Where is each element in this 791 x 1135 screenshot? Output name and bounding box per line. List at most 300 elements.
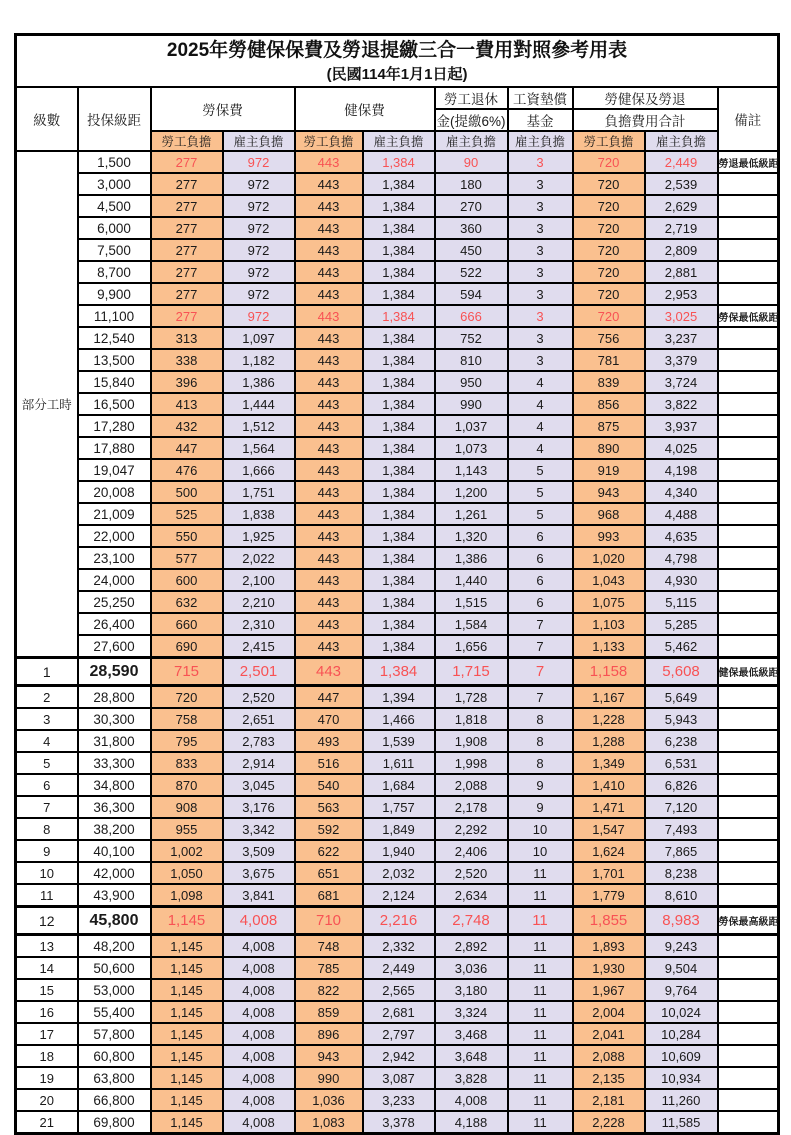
- pension-employer-cell: 1,386: [435, 547, 508, 569]
- total-employer-cell: 6,826: [645, 774, 718, 796]
- wage-fund-employer-cell: 3: [508, 349, 573, 371]
- level-cell: 10: [16, 862, 78, 884]
- level-cell: 12: [16, 907, 78, 935]
- health-employer-cell: 1,384: [363, 195, 435, 217]
- pension-employer-cell: 1,037: [435, 415, 508, 437]
- total-employer-cell: 10,934: [645, 1067, 718, 1089]
- total-employer-cell: 3,724: [645, 371, 718, 393]
- health-employer-cell: 1,757: [363, 796, 435, 818]
- health-employee-cell: 622: [295, 840, 363, 862]
- pension-employer-cell: 1,656: [435, 635, 508, 658]
- table-row: [16, 371, 779, 393]
- level-cell: 6: [16, 774, 78, 796]
- total-employer-cell: 8,238: [645, 862, 718, 884]
- pension-employer-cell: 950: [435, 371, 508, 393]
- level-cell: 11: [16, 884, 78, 907]
- total-employee-cell: 919: [573, 459, 645, 481]
- health-employer-cell: 1,384: [363, 658, 435, 686]
- health-employer-cell: 1,384: [363, 349, 435, 371]
- total-employer-cell: 4,025: [645, 437, 718, 459]
- health-employee-cell: 1,036: [295, 1089, 363, 1111]
- col-header-wage-fund-line2: 基金: [508, 109, 573, 131]
- total-employer-cell: 5,943: [645, 708, 718, 730]
- bracket-cell: 17,880: [78, 437, 151, 459]
- labor-employee-cell: 525: [151, 503, 223, 525]
- pension-employer-cell: 1,261: [435, 503, 508, 525]
- pension-employer-cell: 1,200: [435, 481, 508, 503]
- health-employer-cell: 1,684: [363, 774, 435, 796]
- col-header-level: 級數: [16, 87, 78, 151]
- table-row: [16, 437, 779, 459]
- health-employer-cell: 2,681: [363, 1001, 435, 1023]
- labor-employer-cell: 4,008: [223, 957, 295, 979]
- total-employee-cell: 875: [573, 415, 645, 437]
- table-row: [16, 1089, 779, 1111]
- note-cell: [718, 796, 779, 818]
- total-employee-cell: 1,020: [573, 547, 645, 569]
- level-cell: 7: [16, 796, 78, 818]
- note-cell: [718, 818, 779, 840]
- bracket-cell: 13,500: [78, 349, 151, 371]
- bracket-cell: 25,250: [78, 591, 151, 613]
- table-title-cell: [16, 35, 779, 88]
- note-cell: 勞退最低級距: [718, 151, 779, 173]
- pension-employer-cell: 1,998: [435, 752, 508, 774]
- health-employer-cell: 2,216: [363, 907, 435, 935]
- bracket-cell: 63,800: [78, 1067, 151, 1089]
- labor-employee-cell: 277: [151, 283, 223, 305]
- level-cell: 9: [16, 840, 78, 862]
- bracket-cell: 15,840: [78, 371, 151, 393]
- pension-employer-cell: 450: [435, 239, 508, 261]
- total-employer-cell: 6,238: [645, 730, 718, 752]
- labor-employer-cell: 972: [223, 217, 295, 239]
- table-row: [16, 349, 779, 371]
- level-cell: 18: [16, 1045, 78, 1067]
- table-row: [16, 1023, 779, 1045]
- table-row: [16, 261, 779, 283]
- bracket-cell: 60,800: [78, 1045, 151, 1067]
- labor-employer-cell: 3,841: [223, 884, 295, 907]
- table-row: [16, 283, 779, 305]
- note-cell: [718, 393, 779, 415]
- pension-employer-cell: 1,440: [435, 569, 508, 591]
- bracket-cell: 55,400: [78, 1001, 151, 1023]
- wage-fund-employer-cell: 7: [508, 686, 573, 709]
- bracket-cell: 7,500: [78, 239, 151, 261]
- table-row: [16, 774, 779, 796]
- total-employee-cell: 1,967: [573, 979, 645, 1001]
- page-subtitle: (民國114年1月1日起): [326, 66, 468, 83]
- wage-fund-employer-cell: 4: [508, 371, 573, 393]
- labor-employee-cell: 432: [151, 415, 223, 437]
- labor-employee-cell: 277: [151, 239, 223, 261]
- health-employer-cell: 1,384: [363, 393, 435, 415]
- note-cell: [718, 686, 779, 709]
- bracket-cell: 48,200: [78, 935, 151, 958]
- health-employer-cell: 2,124: [363, 884, 435, 907]
- wage-fund-employer-cell: 6: [508, 525, 573, 547]
- col-header-total-line2: 負擔費用合計: [573, 109, 718, 131]
- pension-employer-cell: 3,648: [435, 1045, 508, 1067]
- total-employer-cell: 9,243: [645, 935, 718, 958]
- bracket-cell: 43,900: [78, 884, 151, 907]
- labor-employer-cell: 972: [223, 283, 295, 305]
- health-employer-cell: 3,233: [363, 1089, 435, 1111]
- health-employee-cell: 443: [295, 261, 363, 283]
- note-cell: [718, 840, 779, 862]
- labor-employer-cell: 4,008: [223, 1001, 295, 1023]
- health-employee-cell: 443: [295, 437, 363, 459]
- wage-fund-employer-cell: 3: [508, 195, 573, 217]
- subheader-labor-employee: 勞工負擔: [151, 131, 223, 151]
- bracket-cell: 4,500: [78, 195, 151, 217]
- note-cell: [718, 327, 779, 349]
- table-row: [16, 503, 779, 525]
- labor-employee-cell: 1,098: [151, 884, 223, 907]
- labor-employer-cell: 1,512: [223, 415, 295, 437]
- health-employer-cell: 2,942: [363, 1045, 435, 1067]
- table-row: [16, 818, 779, 840]
- subheader-health-employee: 勞工負擔: [295, 131, 363, 151]
- pension-employer-cell: 2,292: [435, 818, 508, 840]
- health-employer-cell: 3,378: [363, 1111, 435, 1134]
- total-employer-cell: 2,449: [645, 151, 718, 173]
- labor-employer-cell: 4,008: [223, 1023, 295, 1045]
- note-cell: [718, 935, 779, 958]
- note-cell: [718, 708, 779, 730]
- health-employer-cell: 1,384: [363, 217, 435, 239]
- health-employer-cell: 1,384: [363, 459, 435, 481]
- health-employee-cell: 443: [295, 349, 363, 371]
- health-employer-cell: 2,032: [363, 862, 435, 884]
- total-employer-cell: 9,764: [645, 979, 718, 1001]
- wage-fund-employer-cell: 11: [508, 935, 573, 958]
- health-employee-cell: 443: [295, 393, 363, 415]
- total-employer-cell: 4,340: [645, 481, 718, 503]
- labor-employer-cell: 972: [223, 195, 295, 217]
- total-employer-cell: 5,608: [645, 658, 718, 686]
- health-employer-cell: 1,384: [363, 173, 435, 195]
- table-row: [16, 862, 779, 884]
- pension-employer-cell: 810: [435, 349, 508, 371]
- total-employee-cell: 1,228: [573, 708, 645, 730]
- health-employer-cell: 1,384: [363, 239, 435, 261]
- table-row: [16, 1045, 779, 1067]
- labor-employee-cell: 277: [151, 261, 223, 283]
- bracket-cell: 21,009: [78, 503, 151, 525]
- wage-fund-employer-cell: 10: [508, 818, 573, 840]
- total-employee-cell: 1,043: [573, 569, 645, 591]
- labor-employee-cell: 413: [151, 393, 223, 415]
- wage-fund-employer-cell: 5: [508, 503, 573, 525]
- labor-employee-cell: 277: [151, 173, 223, 195]
- pension-employer-cell: 752: [435, 327, 508, 349]
- table-row: [16, 979, 779, 1001]
- table-row: [16, 217, 779, 239]
- health-employer-cell: 3,087: [363, 1067, 435, 1089]
- subheader-wage-fund-employer: 雇主負擔: [508, 131, 573, 151]
- wage-fund-employer-cell: 11: [508, 1111, 573, 1134]
- labor-employer-cell: 972: [223, 305, 295, 327]
- labor-employer-cell: 1,182: [223, 349, 295, 371]
- col-header-wage-fund-line1: 工資墊償: [508, 87, 573, 109]
- note-cell: [718, 774, 779, 796]
- health-employee-cell: 516: [295, 752, 363, 774]
- bracket-cell: 45,800: [78, 907, 151, 935]
- table-row: [16, 752, 779, 774]
- labor-employee-cell: 500: [151, 481, 223, 503]
- health-employee-cell: 443: [295, 239, 363, 261]
- labor-employee-cell: 1,145: [151, 1067, 223, 1089]
- bracket-cell: 69,800: [78, 1111, 151, 1134]
- total-employee-cell: 993: [573, 525, 645, 547]
- labor-employer-cell: 4,008: [223, 1045, 295, 1067]
- labor-employer-cell: 2,914: [223, 752, 295, 774]
- table-row: [16, 547, 779, 569]
- col-header-pension-line2: 金(提繳6%): [435, 109, 508, 131]
- total-employer-cell: 5,285: [645, 613, 718, 635]
- note-cell: [718, 635, 779, 658]
- bracket-cell: 34,800: [78, 774, 151, 796]
- col-header-labor-insurance: 勞保費: [151, 87, 295, 131]
- wage-fund-employer-cell: 3: [508, 283, 573, 305]
- wage-fund-employer-cell: 8: [508, 708, 573, 730]
- bracket-cell: 30,300: [78, 708, 151, 730]
- subheader-pension-employer: 雇主負擔: [435, 131, 508, 151]
- total-employee-cell: 720: [573, 195, 645, 217]
- wage-fund-employer-cell: 11: [508, 862, 573, 884]
- labor-employer-cell: 1,838: [223, 503, 295, 525]
- health-employer-cell: 1,940: [363, 840, 435, 862]
- wage-fund-employer-cell: 3: [508, 217, 573, 239]
- health-employer-cell: 1,384: [363, 327, 435, 349]
- total-employee-cell: 781: [573, 349, 645, 371]
- level-cell: 16: [16, 1001, 78, 1023]
- total-employee-cell: 720: [573, 283, 645, 305]
- health-employee-cell: 443: [295, 195, 363, 217]
- bracket-cell: 53,000: [78, 979, 151, 1001]
- labor-employer-cell: 2,520: [223, 686, 295, 709]
- bracket-cell: 31,800: [78, 730, 151, 752]
- total-employee-cell: 1,547: [573, 818, 645, 840]
- total-employer-cell: 2,719: [645, 217, 718, 239]
- total-employer-cell: 2,539: [645, 173, 718, 195]
- total-employee-cell: 2,041: [573, 1023, 645, 1045]
- labor-employee-cell: 447: [151, 437, 223, 459]
- pension-employer-cell: 2,406: [435, 840, 508, 862]
- total-employee-cell: 1,471: [573, 796, 645, 818]
- level-cell: 1: [16, 658, 78, 686]
- health-employee-cell: 443: [295, 371, 363, 393]
- total-employee-cell: 1,288: [573, 730, 645, 752]
- total-employee-cell: 720: [573, 261, 645, 283]
- subheader-health-employer: 雇主負擔: [363, 131, 435, 151]
- note-cell: [718, 503, 779, 525]
- health-employer-cell: 1,384: [363, 305, 435, 327]
- bracket-cell: 57,800: [78, 1023, 151, 1045]
- health-employee-cell: 443: [295, 635, 363, 658]
- pension-employer-cell: 666: [435, 305, 508, 327]
- total-employer-cell: 9,504: [645, 957, 718, 979]
- total-employee-cell: 2,088: [573, 1045, 645, 1067]
- pension-employer-cell: 1,584: [435, 613, 508, 635]
- table-row: [16, 459, 779, 481]
- total-employee-cell: 1,410: [573, 774, 645, 796]
- pension-employer-cell: 3,036: [435, 957, 508, 979]
- health-employee-cell: 493: [295, 730, 363, 752]
- note-cell: 勞保最低級距: [718, 305, 779, 327]
- wage-fund-employer-cell: 11: [508, 979, 573, 1001]
- wage-fund-employer-cell: 4: [508, 415, 573, 437]
- pension-employer-cell: 90: [435, 151, 508, 173]
- health-employee-cell: 785: [295, 957, 363, 979]
- health-employer-cell: 2,449: [363, 957, 435, 979]
- total-employer-cell: 4,198: [645, 459, 718, 481]
- table-row: [16, 173, 779, 195]
- wage-fund-employer-cell: 5: [508, 481, 573, 503]
- health-employer-cell: 1,384: [363, 503, 435, 525]
- bracket-cell: 3,000: [78, 173, 151, 195]
- total-employer-cell: 3,379: [645, 349, 718, 371]
- labor-employer-cell: 1,564: [223, 437, 295, 459]
- wage-fund-employer-cell: 11: [508, 1001, 573, 1023]
- total-employer-cell: 4,635: [645, 525, 718, 547]
- total-employer-cell: 5,649: [645, 686, 718, 709]
- col-header-bracket: 投保級距: [78, 87, 151, 151]
- total-employee-cell: 1,855: [573, 907, 645, 935]
- note-cell: [718, 349, 779, 371]
- health-employer-cell: 1,384: [363, 635, 435, 658]
- note-cell: [718, 1023, 779, 1045]
- labor-employee-cell: 313: [151, 327, 223, 349]
- wage-fund-employer-cell: 9: [508, 796, 573, 818]
- labor-employee-cell: 632: [151, 591, 223, 613]
- total-employee-cell: 2,228: [573, 1111, 645, 1134]
- pension-employer-cell: 2,892: [435, 935, 508, 958]
- table-row: [16, 481, 779, 503]
- health-employee-cell: 447: [295, 686, 363, 709]
- bracket-cell: 17,280: [78, 415, 151, 437]
- bracket-cell: 16,500: [78, 393, 151, 415]
- note-cell: [718, 217, 779, 239]
- labor-employee-cell: 870: [151, 774, 223, 796]
- wage-fund-employer-cell: 7: [508, 658, 573, 686]
- labor-employee-cell: 715: [151, 658, 223, 686]
- total-employer-cell: 10,024: [645, 1001, 718, 1023]
- labor-employer-cell: 2,310: [223, 613, 295, 635]
- health-employer-cell: 1,384: [363, 547, 435, 569]
- health-employer-cell: 1,384: [363, 569, 435, 591]
- total-employer-cell: 2,881: [645, 261, 718, 283]
- labor-employee-cell: 577: [151, 547, 223, 569]
- note-cell: [718, 591, 779, 613]
- wage-fund-employer-cell: 11: [508, 1089, 573, 1111]
- labor-employer-cell: 1,751: [223, 481, 295, 503]
- labor-employee-cell: 476: [151, 459, 223, 481]
- labor-employer-cell: 972: [223, 151, 295, 173]
- wage-fund-employer-cell: 6: [508, 591, 573, 613]
- level-cell: 17: [16, 1023, 78, 1045]
- note-cell: [718, 1045, 779, 1067]
- health-employee-cell: 443: [295, 173, 363, 195]
- total-employee-cell: 1,701: [573, 862, 645, 884]
- health-employee-cell: 990: [295, 1067, 363, 1089]
- col-header-health-insurance: 健保費: [295, 87, 435, 131]
- total-employer-cell: 7,120: [645, 796, 718, 818]
- health-employee-cell: 540: [295, 774, 363, 796]
- health-employer-cell: 2,332: [363, 935, 435, 958]
- wage-fund-employer-cell: 7: [508, 613, 573, 635]
- bracket-cell: 1,500: [78, 151, 151, 173]
- note-cell: [718, 437, 779, 459]
- labor-employer-cell: 1,666: [223, 459, 295, 481]
- table-row: [16, 1111, 779, 1134]
- table-row: [16, 415, 779, 437]
- labor-employer-cell: 972: [223, 239, 295, 261]
- total-employer-cell: 4,488: [645, 503, 718, 525]
- health-employee-cell: 443: [295, 415, 363, 437]
- total-employee-cell: 720: [573, 151, 645, 173]
- health-employer-cell: 2,565: [363, 979, 435, 1001]
- wage-fund-employer-cell: 3: [508, 239, 573, 261]
- total-employee-cell: 968: [573, 503, 645, 525]
- pension-employer-cell: 1,818: [435, 708, 508, 730]
- total-employee-cell: 1,624: [573, 840, 645, 862]
- total-employee-cell: 1,167: [573, 686, 645, 709]
- labor-employee-cell: 833: [151, 752, 223, 774]
- bracket-cell: 20,008: [78, 481, 151, 503]
- total-employee-cell: 1,893: [573, 935, 645, 958]
- total-employee-cell: 720: [573, 173, 645, 195]
- level-cell: 20: [16, 1089, 78, 1111]
- labor-employer-cell: 2,210: [223, 591, 295, 613]
- note-cell: [718, 195, 779, 217]
- pension-employer-cell: 1,320: [435, 525, 508, 547]
- table-row: [16, 907, 779, 935]
- level-cell: 3: [16, 708, 78, 730]
- note-cell: [718, 459, 779, 481]
- health-employee-cell: 443: [295, 327, 363, 349]
- labor-employee-cell: 1,145: [151, 1001, 223, 1023]
- labor-employee-cell: 277: [151, 151, 223, 173]
- bracket-cell: 26,400: [78, 613, 151, 635]
- bracket-cell: 9,900: [78, 283, 151, 305]
- level-cell: 15: [16, 979, 78, 1001]
- table-row: [16, 613, 779, 635]
- health-employee-cell: 563: [295, 796, 363, 818]
- note-cell: [718, 525, 779, 547]
- total-employer-cell: 7,493: [645, 818, 718, 840]
- page-title: 2025年勞健保保費及勞退提繳三合一費用對照參考用表: [166, 40, 628, 61]
- labor-employee-cell: 758: [151, 708, 223, 730]
- part-time-level-cell: 部分工時: [16, 151, 78, 658]
- subheader-total-employer: 雇主負擔: [645, 131, 718, 151]
- total-employee-cell: 720: [573, 305, 645, 327]
- subheader-labor-employer: 雇主負擔: [223, 131, 295, 151]
- labor-employee-cell: 1,145: [151, 1111, 223, 1134]
- labor-employer-cell: 2,501: [223, 658, 295, 686]
- health-employee-cell: 748: [295, 935, 363, 958]
- pension-employer-cell: 4,008: [435, 1089, 508, 1111]
- bracket-cell: 42,000: [78, 862, 151, 884]
- labor-employee-cell: 1,145: [151, 1089, 223, 1111]
- bracket-cell: 19,047: [78, 459, 151, 481]
- note-cell: 健保最低級距: [718, 658, 779, 686]
- health-employer-cell: 1,849: [363, 818, 435, 840]
- title-row: [16, 35, 779, 88]
- table-row: [16, 884, 779, 907]
